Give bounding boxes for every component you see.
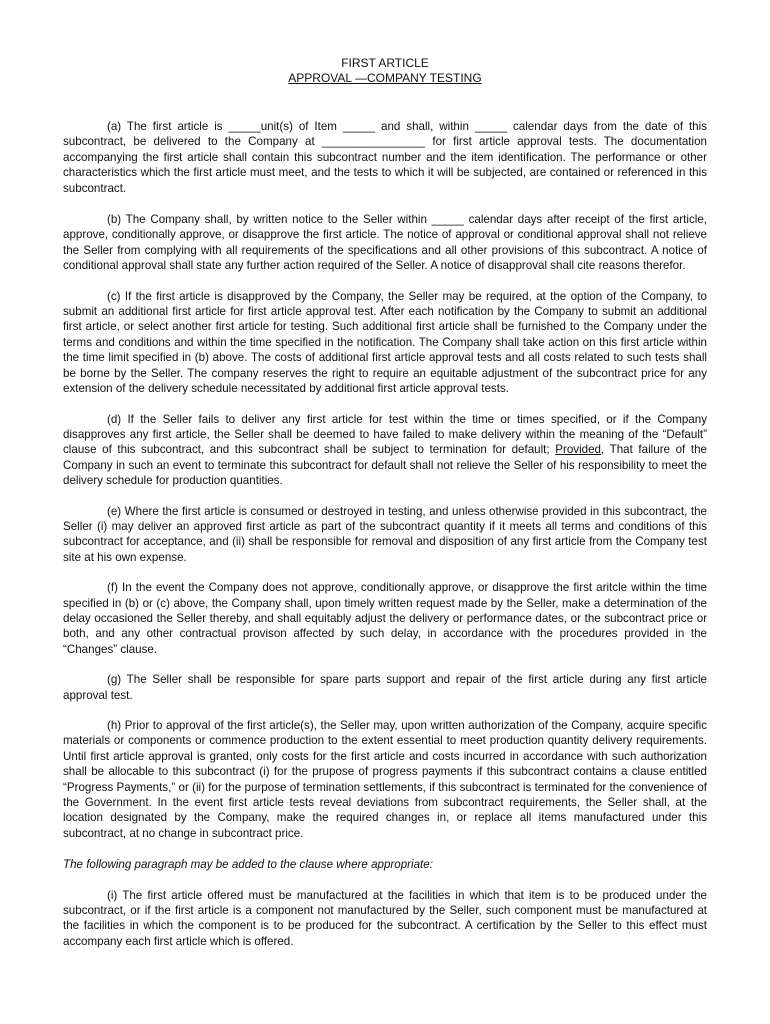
paragraph-a: (a) The first article is _____unit(s) of Item _____ and shall, within _____ calendar days from the date of this subcontract, be delivered to the Company at ________________ for first article approval tests. The documentation accompanying the first article shall contain this subcontract number and the item identification. The performance or other characteristics which the first article must meet, and the tests to which it will be subjected, are contained or referenced in this subcontract. bbox=[63, 120, 707, 195]
paragraph-e: (e) Where the first article is consumed or destroyed in testing, and unless otherwise provided in this subcontract, the Seller (i) may deliver an approved first article as part of the subcontract quantity if it meets all terms and conditions of this subcontract for acceptance, and (ii) shall be responsible for removal and disposition of any first article from the Company test site at his own expense. bbox=[63, 504, 707, 564]
title-line-1: FIRST ARTICLE bbox=[341, 56, 429, 70]
document-title bbox=[63, 56, 707, 86]
paragraph-d-text-1: (d) If the Seller fails to deliver any first article for test within the time or times specified, or if the Company disapproves any first article, the Seller shall be deemed to have failed to make delivery within the meaning of the “Default” clause of this subcontract, and this subcontract shall be subject to termination for default; bbox=[63, 412, 707, 457]
paragraph-b: (b) The Company shall, by written notice to the Seller within _____ calendar days after receipt of the first article, approve, conditionally approve, or disapprove the first article. The notice of approval or conditional approval shall not relieve the Seller from complying with all requirements of the specifications and all other provisions of this subcontract. A notice of conditional approval shall state any further action required of the Seller. A notice of disapproval shall cite reasons therefor. bbox=[63, 213, 707, 273]
paragraph-h: (h) Prior to approval of the first article(s), the Seller may, upon written authorization of the Company, acquire specific materials or components or commence production to the extent essential to meet production quantity delivery requirements. Until first article approval is granted, only costs for the first article and costs incurred in accordance with such authorization shall be allocable to this subcontract (i) for the prupose of progress payments if this subcontract contains a clause entitled “Progress Payments,” or (ii) for the purpose of termination settlements, if this subcontract is terminated for the convenience of the Government. In the event first article tests reveal deviations from subcontract requirements, the Seller shall, at the location designated by the Company, make the required changes in, or replace all items manufactured under this subcontract, at no change in subcontract price. bbox=[63, 719, 707, 840]
paragraph-c: (c) If the first article is disapproved by the Company, the Seller may be required, at the option of the Company, to submit an additional first article for first article approval test. After each notification by the Company to submit an additional first article, or select another first article for testing. Such additional first article shall be furnished to the Company under the terms and conditions and within the time specified in the notification. The Company shall take action on this first article within the time limit specified in (b) above. The costs of additional first article approval tests and all costs related to such tests shall be borne by the Seller. The company reserves the right to require an equitable adjustment of the subcontract price for any extension of the delivery schedule necessitated by additional first article approval tests. bbox=[63, 289, 707, 396]
provided-term: Provided bbox=[555, 443, 601, 457]
paragraph-f: (f) In the event the Company does not approve, conditionally approve, or disapprove the first aritcle within the time specified in (b) or (c) above, the Company shall, upon timely written request made by the Seller, make a determination of the delay occasioned the Seller thereby, and shall equitably adjust the delivery or performance dates, or the subcontract price or both, and any other contractual provison affected by such delay, in accordance with the procedures provided in the “Changes” clause. bbox=[63, 581, 707, 656]
paragraph-d bbox=[63, 412, 707, 489]
document-page bbox=[63, 0, 707, 949]
optional-paragraph-note: The following paragraph may be added to the clause where appropriate: bbox=[63, 858, 433, 872]
title-line-2: APPROVAL —COMPANY TESTING bbox=[288, 71, 482, 85]
paragraph-i: (i) The first article offered must be manufactured at the facilities in which that item is to be produced under the subcontract, or if the first article is a component not manufactured by the Seller, such component must be manufactured at the facilities in which the component is to be produced for the subcontract. A certification by the Seller to this effect must accompany each first article which is offered. bbox=[63, 888, 707, 948]
paragraph-g: (g) The Seller shall be responsible for spare parts support and repair of the first article during any first article approval test. bbox=[63, 673, 707, 702]
paragraph-d-text-2: , That failure of the Company in such an event to terminate this subcontract for default shall not relieve the Seller of his responsibility to meet the delivery schedule for production quantities. bbox=[63, 443, 707, 488]
